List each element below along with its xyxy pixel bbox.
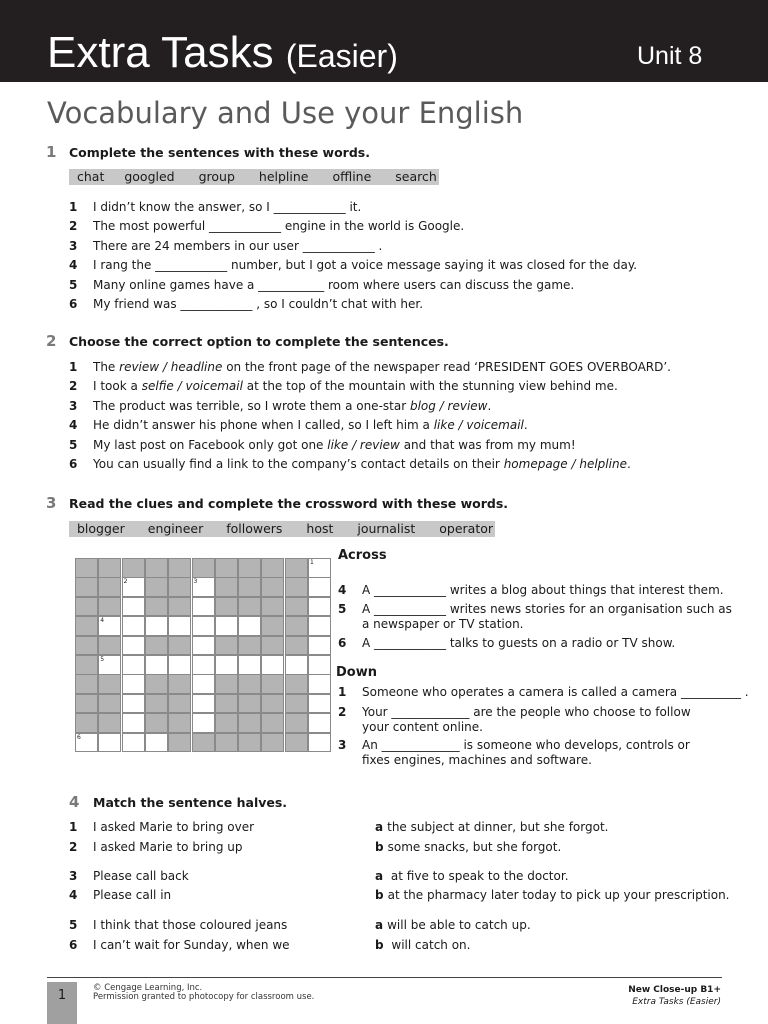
exercise-instruction: Choose the correct option to complete the sentences. [69, 334, 449, 349]
word-item: operator [439, 521, 494, 536]
clue-item [338, 636, 675, 651]
crossword-block [192, 558, 215, 578]
crossword-block [75, 616, 98, 636]
item-number: 6 [69, 938, 78, 952]
item-text: My friend was ____________ , so I couldn’t chat with her. [93, 297, 424, 311]
word-item: engineer [147, 521, 204, 536]
crossword-cell[interactable] [238, 616, 261, 636]
crossword-block [238, 558, 261, 578]
crossword-block [285, 636, 308, 656]
crossword-cell-number: 1 [310, 559, 314, 566]
match-left-item [69, 938, 290, 952]
item-number: 3 [69, 399, 78, 413]
crossword-cell[interactable] [308, 694, 331, 714]
crossword-cell-number: 4 [100, 617, 105, 625]
item-text: I rang the ____________ number, but I got a voice message saying it was closed for the day. [93, 258, 638, 272]
crossword-block [238, 694, 261, 714]
item-text: will catch on. [387, 938, 471, 952]
list-item [69, 457, 631, 471]
item-number: 4 [69, 418, 78, 432]
crossword-cell[interactable] [122, 577, 145, 597]
item-text: The [93, 360, 120, 374]
item-number: 1 [69, 360, 78, 374]
crossword-cell[interactable] [215, 616, 238, 636]
clue-text: A ____________ writes a blog about things that interest them. [362, 583, 724, 597]
clue-item [338, 738, 690, 768]
crossword-block [145, 577, 168, 597]
crossword-block [285, 597, 308, 617]
crossword-block [98, 636, 121, 656]
crossword-block [145, 558, 168, 578]
item-text: . [487, 399, 492, 413]
crossword-block [215, 733, 238, 753]
clue-text: a newspaper or TV station. [362, 617, 524, 631]
crossword-block [168, 694, 191, 714]
crossword-block [285, 577, 308, 597]
item-number: 5 [69, 438, 78, 452]
option-text: review / headline [119, 360, 223, 374]
crossword-block [238, 577, 261, 597]
crossword-cell[interactable] [122, 694, 145, 714]
crossword-block [145, 636, 168, 656]
clue-item [338, 602, 732, 632]
crossword-cell[interactable] [122, 674, 145, 694]
match-right-item [375, 918, 531, 932]
title-subtitle: (Easier) [285, 38, 398, 74]
crossword-cell-number: 5 [100, 656, 105, 663]
crossword-block [215, 694, 238, 714]
match-left-item [69, 918, 287, 932]
crossword-cell[interactable] [98, 616, 121, 636]
crossword-cell[interactable] [308, 636, 331, 656]
crossword-block [168, 733, 191, 753]
crossword-block [122, 558, 145, 578]
crossword-cell[interactable] [238, 655, 261, 675]
crossword-cell[interactable] [308, 616, 331, 636]
permission-text: Permission granted to photocopy for classroom use. [93, 992, 315, 1002]
word-item: host [306, 521, 334, 536]
item-text: Please call in [93, 888, 172, 902]
crossword-cell[interactable] [168, 616, 191, 636]
crossword-cell[interactable] [145, 733, 168, 753]
crossword-block [75, 655, 98, 675]
crossword-block [238, 597, 261, 617]
section-title: Vocabulary and Use your English [47, 96, 524, 130]
item-number: 4 [69, 258, 78, 272]
crossword-cell[interactable] [192, 616, 215, 636]
clue-number: 3 [338, 738, 347, 752]
item-text: My last post on Facebook only got one [93, 438, 328, 452]
unit-label: Unit 8 [637, 42, 703, 70]
crossword-block [261, 597, 284, 617]
item-text: There are 24 members in our user ____________ . [93, 239, 383, 253]
title-text: Extra Tasks [47, 28, 274, 77]
item-text: . [523, 418, 528, 432]
crossword-cell[interactable] [122, 636, 145, 656]
crossword-block [75, 674, 98, 694]
page-number-box [47, 982, 77, 1024]
item-text: I took a [93, 379, 142, 393]
exercise-number: 1 [46, 143, 57, 161]
crossword-block [285, 713, 308, 733]
crossword-block [98, 674, 121, 694]
exercise-number: 3 [46, 494, 57, 512]
crossword-block [238, 674, 261, 694]
clue-text: A ____________ writes news stories for an organisation such as [362, 602, 732, 616]
crossword-cell[interactable] [192, 694, 215, 714]
item-letter: a [375, 869, 384, 883]
crossword-block [285, 674, 308, 694]
item-letter: b [375, 938, 384, 952]
list-item [69, 438, 576, 452]
item-letter: b [375, 888, 384, 902]
crossword-block [168, 558, 191, 578]
crossword-cell[interactable] [98, 655, 121, 675]
word-item: blogger [77, 521, 125, 536]
crossword-block [285, 616, 308, 636]
list-item [69, 418, 528, 432]
item-text: the subject at dinner, but she forgot. [387, 820, 609, 834]
option-text: homepage / helpline [503, 457, 627, 471]
crossword-cell[interactable] [308, 674, 331, 694]
item-number: 5 [69, 278, 78, 292]
match-left-item [69, 869, 189, 883]
crossword-cell[interactable] [308, 655, 331, 675]
list-item [69, 200, 361, 214]
match-right-item [375, 820, 608, 834]
crossword-block [215, 597, 238, 617]
list-item [69, 278, 574, 292]
item-text: You can usually find a link to the company’s contact details on their [93, 457, 504, 471]
crossword-block [98, 597, 121, 617]
clue-number: 6 [338, 636, 347, 650]
crossword-block [261, 694, 284, 714]
crossword-block [75, 558, 98, 578]
word-item: offline [332, 169, 372, 184]
crossword-block [75, 713, 98, 733]
item-text: He didn’t answer his phone when I called, so I left him a [93, 418, 434, 432]
item-letter: a [375, 918, 384, 932]
down-heading: Down [336, 665, 377, 680]
crossword-cell[interactable] [308, 558, 331, 578]
copyright-text: © Cengage Learning, Inc. [93, 983, 203, 993]
exercise-number: 4 [69, 793, 80, 811]
crossword-cell[interactable] [308, 577, 331, 597]
item-text: some snacks, but she forgot. [387, 840, 562, 854]
item-text: I can’t wait for Sunday, when we [93, 938, 290, 952]
word-item: googled [124, 169, 175, 184]
exercise-instruction: Match the sentence halves. [93, 795, 288, 810]
crossword-block [98, 694, 121, 714]
crossword-block [75, 694, 98, 714]
item-text: Please call back [93, 869, 189, 883]
match-right-item [375, 840, 561, 854]
list-item [69, 297, 423, 311]
crossword-cell[interactable] [98, 733, 121, 753]
crossword-cell[interactable] [168, 655, 191, 675]
crossword-cell[interactable] [308, 597, 331, 617]
word-item: helpline [258, 169, 309, 184]
word-box [69, 169, 439, 185]
clue-number: 2 [338, 705, 347, 719]
exercise-instruction: Complete the sentences with these words. [69, 145, 370, 160]
crossword-block [192, 733, 215, 753]
item-text: I asked Marie to bring over [93, 820, 255, 834]
clue-number: 4 [338, 583, 347, 597]
item-number: 3 [69, 869, 78, 883]
crossword-block [168, 636, 191, 656]
item-text: I think that those coloured jeans [93, 918, 288, 932]
item-text: at the top of the mountain with the stunning view behind me. [242, 379, 618, 393]
crossword-cell[interactable] [75, 733, 98, 753]
crossword-cell[interactable] [192, 597, 215, 617]
page-header [0, 0, 768, 82]
crossword-block [215, 674, 238, 694]
crossword-block [168, 713, 191, 733]
item-number: 2 [69, 840, 78, 854]
match-left-item [69, 888, 171, 902]
page-number: 1 [57, 988, 67, 1003]
crossword-block [238, 733, 261, 753]
crossword-block [285, 733, 308, 753]
copyright-notice [93, 984, 314, 1002]
clue-number: 5 [338, 602, 347, 616]
crossword-block [168, 674, 191, 694]
list-item [69, 379, 618, 393]
crossword-block [75, 636, 98, 656]
word-item: journalist [357, 521, 416, 536]
item-number: 6 [69, 457, 78, 471]
clue-text: Someone who operates a camera is called a camera __________ . [362, 685, 749, 699]
book-title: New Close-up B1+ [628, 985, 721, 995]
match-right-item [375, 869, 569, 883]
crossword-block [261, 577, 284, 597]
exercise-number: 2 [46, 332, 57, 350]
crossword-cell-number: 2 [123, 578, 128, 586]
item-text: Many online games have a ___________ room where users can discuss the game. [93, 278, 575, 292]
crossword-cell[interactable] [145, 655, 168, 675]
clue-item [338, 705, 691, 735]
item-number: 3 [69, 239, 78, 253]
item-text: and that was from my mum! [399, 438, 576, 452]
crossword-block [215, 558, 238, 578]
crossword-cell[interactable] [122, 655, 145, 675]
crossword-cell[interactable] [308, 733, 331, 753]
item-text: The product was terrible, so I wrote them a one-star [93, 399, 410, 413]
crossword-block [98, 558, 121, 578]
item-text: on the front page of the newspaper read ‘PRESIDENT GOES OVERBOARD’. [222, 360, 671, 374]
crossword-cell[interactable] [192, 636, 215, 656]
crossword-cell[interactable] [122, 597, 145, 617]
crossword-block [285, 694, 308, 714]
match-right-item [375, 938, 470, 952]
clue-number: 1 [338, 685, 347, 699]
crossword-cell[interactable] [192, 674, 215, 694]
item-text: I asked Marie to bring up [93, 840, 243, 854]
item-text: at the pharmacy later today to pick up your prescription. [387, 888, 730, 902]
crossword-cell[interactable] [122, 713, 145, 733]
crossword-cell[interactable] [192, 577, 215, 597]
crossword-cell[interactable] [145, 616, 168, 636]
crossword-cell[interactable] [308, 713, 331, 733]
item-number: 2 [69, 379, 78, 393]
word-item: search [395, 169, 437, 184]
crossword-block [145, 713, 168, 733]
option-text: blog / review [409, 399, 488, 413]
crossword-cell[interactable] [215, 655, 238, 675]
across-heading: Across [338, 548, 387, 563]
crossword-block [145, 694, 168, 714]
crossword-block [98, 713, 121, 733]
crossword-block [261, 713, 284, 733]
crossword-block [261, 674, 284, 694]
list-item [69, 219, 464, 233]
clue-text: An _____________ is someone who develops, controls or [362, 738, 690, 752]
exercise-instruction: Read the clues and complete the crossword with these words. [69, 496, 509, 511]
word-item: followers [226, 521, 283, 536]
item-number: 1 [69, 200, 78, 214]
crossword-block [261, 616, 284, 636]
crossword-block [238, 713, 261, 733]
crossword-block [261, 558, 284, 578]
item-letter: b [375, 840, 384, 854]
book-subtitle: Extra Tasks (Easier) [632, 997, 721, 1007]
option-text: selfie / voicemail [141, 379, 243, 393]
crossword-block [215, 577, 238, 597]
clue-text: Your _____________ are the people who choose to follow [362, 705, 691, 719]
item-text: . [626, 457, 631, 471]
match-left-item [69, 820, 254, 834]
item-text: at five to speak to the doctor. [387, 869, 569, 883]
item-text: The most powerful ____________ engine in the world is Google. [93, 219, 465, 233]
item-number: 2 [69, 219, 78, 233]
crossword-cell[interactable] [261, 655, 284, 675]
crossword-cell[interactable] [122, 616, 145, 636]
page-title [47, 28, 398, 81]
list-item [69, 399, 491, 413]
crossword-block [168, 597, 191, 617]
crossword-cell-number: 6 [77, 733, 81, 741]
list-item [69, 360, 671, 374]
clue-text: fixes engines, machines and software. [362, 753, 592, 767]
crossword-cell[interactable] [285, 655, 308, 675]
option-text: like / review [327, 438, 400, 452]
crossword-block [75, 597, 98, 617]
list-item [69, 258, 637, 272]
item-number: 1 [69, 820, 78, 834]
crossword-cell-number: 3 [193, 578, 198, 586]
clue-text: your content online. [362, 720, 483, 734]
crossword-block [215, 636, 238, 656]
word-box [69, 521, 495, 537]
clue-item [338, 583, 724, 598]
item-number: 5 [69, 918, 78, 932]
crossword-block [98, 577, 121, 597]
item-letter: a [375, 820, 384, 834]
crossword-cell[interactable] [122, 733, 145, 753]
item-number: 6 [69, 297, 78, 311]
crossword-block [145, 674, 168, 694]
list-item [69, 239, 382, 253]
item-text: I didn’t know the answer, so I ____________ it. [93, 200, 362, 214]
clue-item [338, 685, 749, 700]
crossword-cell[interactable] [192, 655, 215, 675]
option-text: like / voicemail [433, 418, 524, 432]
crossword-block [285, 558, 308, 578]
book-info [628, 984, 721, 1008]
crossword-block [215, 713, 238, 733]
crossword-block [145, 597, 168, 617]
word-item: chat [77, 169, 105, 184]
item-number: 4 [69, 888, 78, 902]
crossword-block [261, 636, 284, 656]
clue-text: A ____________ talks to guests on a radio or TV show. [362, 636, 676, 650]
word-item: group [198, 169, 235, 184]
item-text: will be able to catch up. [387, 918, 531, 932]
crossword-block [75, 577, 98, 597]
match-right-item [375, 888, 730, 902]
crossword-cell[interactable] [192, 713, 215, 733]
match-left-item [69, 840, 242, 854]
footer-divider [47, 977, 722, 978]
crossword-block [168, 577, 191, 597]
crossword-block [261, 733, 284, 753]
crossword-block [238, 636, 261, 656]
